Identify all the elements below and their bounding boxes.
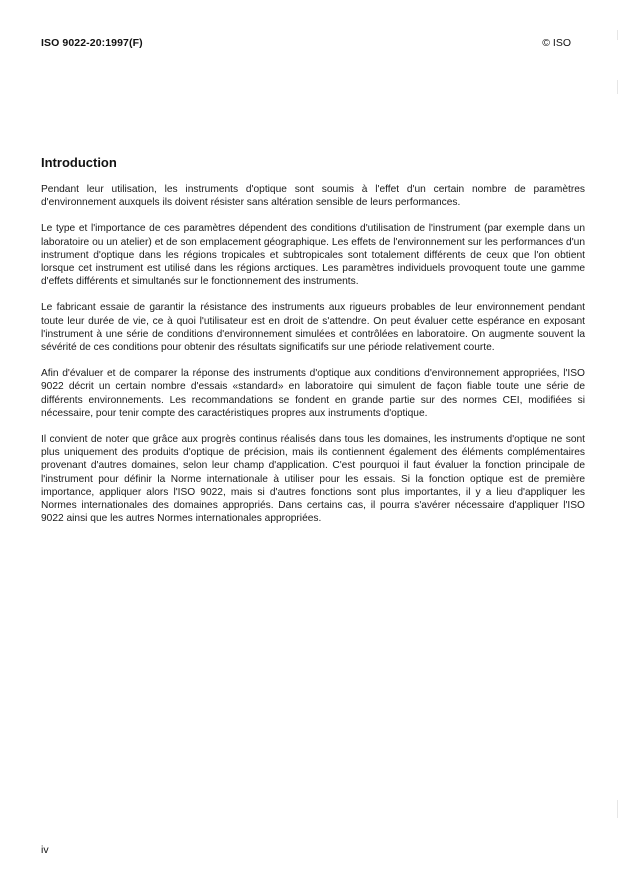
paragraph-5: Il convient de noter que grâce aux progrès continus réalisés dans tous les domaines, les instruments d'optique ne sont plus uniquement des produits d'optique de précision, mais ils contiennent également des éléments complémentaires provenant d'autres domaines, selon leur champ d'application. C'est pourquoi il faut évaluer la fonction principale de l'instrument pour définir la Norme internationale à utiliser pour les essais. Si la fonction optique est de première importance, appliquer alors l'ISO 9022, mais si d'autres fonctions sont plus importantes, il y a lieu d'appliquer les Normes internationales des domaines appropriés. Dans certains cas, il pourra s'avérer nécessaire d'appliquer l'ISO 9022 ainsi que les autres Normes internationales appropriées. xyxy=(41,434,585,525)
paragraph-3: Le fabricant essaie de garantir la résistance des instruments aux rigueurs probables de leur environnement pendant toute leur durée de vie, ce à quoi l'utilisateur est en droit de s'attendre. On peut évaluer cette espérance en exposant l'instrument à une série de conditions d'environnement simulées et contrôlées en laboratoire. On augmente souvent la sévérité de ces conditions pour obtenir des résultats significatifs sur une période relativement courte. xyxy=(41,302,585,354)
body-text xyxy=(41,183,585,538)
standard-reference: ISO 9022-20:1997(F) xyxy=(41,37,143,49)
section-title: Introduction xyxy=(41,155,117,170)
paragraph-2: Le type et l'importance de ces paramètres dépendent des conditions d'utilisation de l'instrument (par exemple dans un laboratoire ou un atelier) et de son emplacement géographique. Les effets de l'environnement sur les performances d'un instrument d'optique dans les régions tropicales et subtropicales sont totalement différents de ceux que l'on obtient lorsque cet instrument est utilisé dans les régions arctiques. Les paramètres individuels provoquent toute une gamme d'effets différents et simultanés sur le fonctionnement des instruments. xyxy=(41,223,585,288)
scan-edge-mark xyxy=(617,800,618,818)
paragraph-1: Pendant leur utilisation, les instruments d'optique sont soumis à l'effet d'un certain nombre de paramètres d'environnement auxquels ils doivent résister sans altération sensible de leurs performances. xyxy=(41,184,585,209)
page-number: iv xyxy=(41,844,49,856)
copyright-notice: © ISO xyxy=(542,37,571,49)
paragraph-4: Afin d'évaluer et de comparer la réponse des instruments d'optique aux conditions d'environnement appropriées, l'ISO 9022 décrit un certain nombre d'essais «standard» en laboratoire qui simulent de façon fiable toute une série de différents environnements. Les recommandations se fondent en grande partie sur des normes CEI, modifiées si nécessaire, pour tenir compte des caractéristiques propres aux instruments d'optique. xyxy=(41,368,585,419)
scan-edge-mark xyxy=(617,80,618,94)
scan-edge-mark xyxy=(617,30,618,40)
